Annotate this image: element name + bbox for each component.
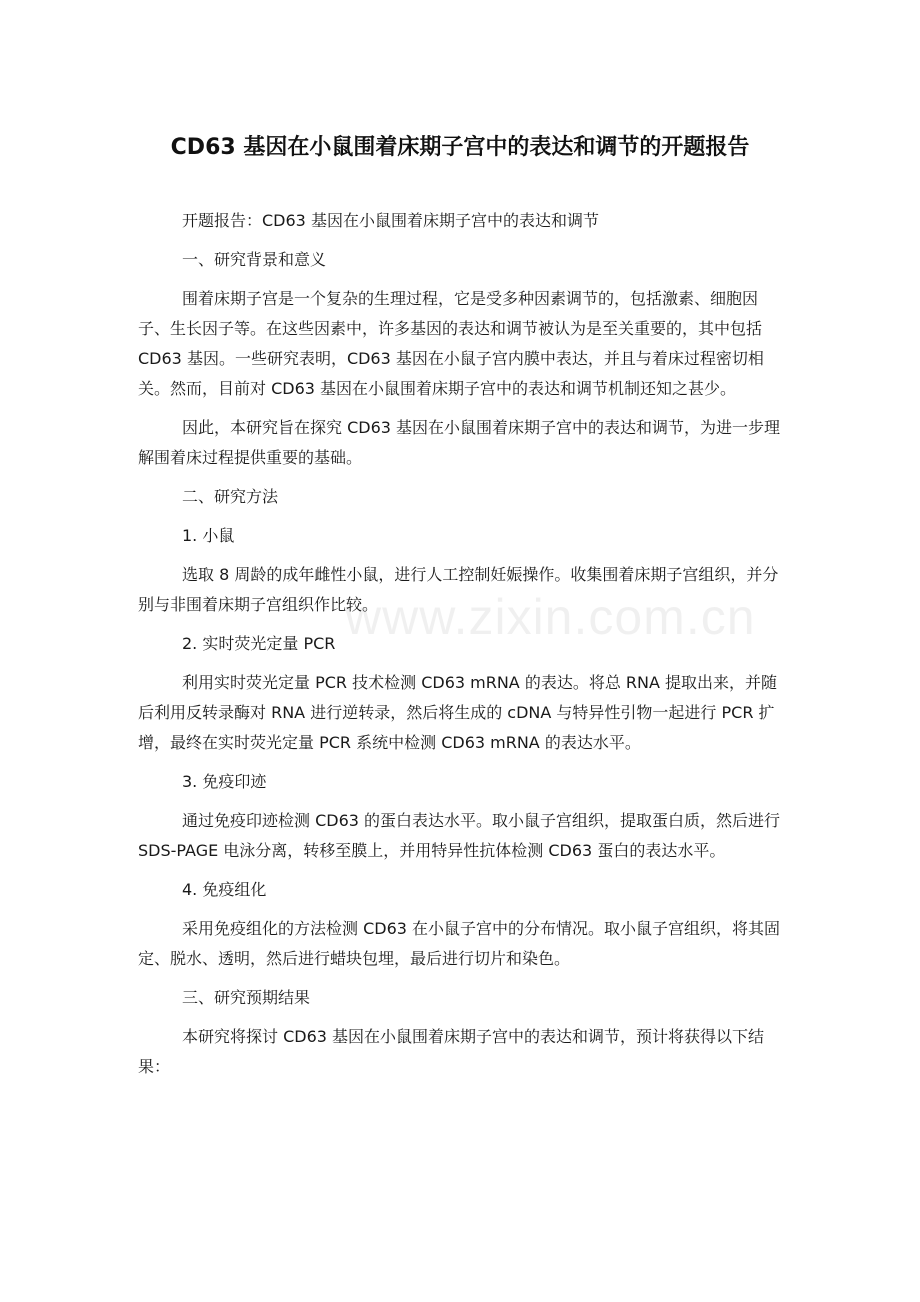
paragraph-mice: 选取 8 周龄的成年雌性小鼠，进行人工控制妊娠操作。收集围着床期子宫组织，并分别与非围着床期子宫组织作比较。: [138, 565, 779, 614]
subheading-qpcr: 2. 实时荧光定量 PCR: [182, 634, 336, 653]
section-heading-methods: 二、研究方法: [182, 487, 279, 506]
paragraph-qpcr: 利用实时荧光定量 PCR 技术检测 CD63 mRNA 的表达。将总 RNA 提取出来，并随后利用反转录酶对 RNA 进行逆转录，然后将生成的 cDNA 与特异性引物一起进行 PCR 扩增，最终在实时荧光定量 PCR 系统中检测 CD63 mRNA 的表达水平。: [138, 673, 778, 752]
paragraph-ihc: 采用免疫组化的方法检测 CD63 在小鼠子宫中的分布情况。取小鼠子宫组织，将其固定、脱水、透明，然后进行蜡块包埋，最后进行切片和染色。: [138, 919, 781, 968]
section-heading-background: 一、研究背景和意义: [182, 250, 327, 269]
document-body: [138, 206, 784, 1091]
subheading-western-blot: 3. 免疫印迹: [182, 772, 267, 791]
paragraph-western-blot: 通过免疫印迹检测 CD63 的蛋白表达水平。取小鼠子宫组织，提取蛋白质，然后进行 SDS-PAGE 电泳分离，转移至膜上，并用特异性抗体检测 CD63 蛋白的表达水平。: [138, 811, 781, 860]
paragraph-aim: 因此，本研究旨在探究 CD63 基因在小鼠围着床期子宫中的表达和调节，为进一步理解围着床过程提供重要的基础。: [138, 418, 781, 467]
intro-line: 开题报告：CD63 基因在小鼠围着床期子宫中的表达和调节: [182, 211, 599, 230]
paragraph-background: 围着床期子宫是一个复杂的生理过程，它是受多种因素调节的，包括激素、细胞因子、生长因子等。在这些因素中，许多基因的表达和调节被认为是至关重要的，其中包括 CD63 基因。一些研究表明，CD63 基因在小鼠子宫内膜中表达，并且与着床过程密切相关。然而，目前对 CD63 基因在小鼠围着床期子宫中的表达和调节机制还知之甚少。: [138, 289, 764, 398]
watermark: www.zixin.com.cn: [345, 589, 756, 645]
subheading-mice: 1. 小鼠: [182, 526, 235, 545]
paragraph-expected-results: 本研究将探讨 CD63 基因在小鼠围着床期子宫中的表达和调节，预计将获得以下结果：: [138, 1027, 765, 1076]
section-heading-expected-results: 三、研究预期结果: [182, 988, 311, 1007]
document-title: CD63 基因在小鼠围着床期子宫中的表达和调节的开题报告: [170, 135, 750, 160]
subheading-ihc: 4. 免疫组化: [182, 880, 267, 899]
